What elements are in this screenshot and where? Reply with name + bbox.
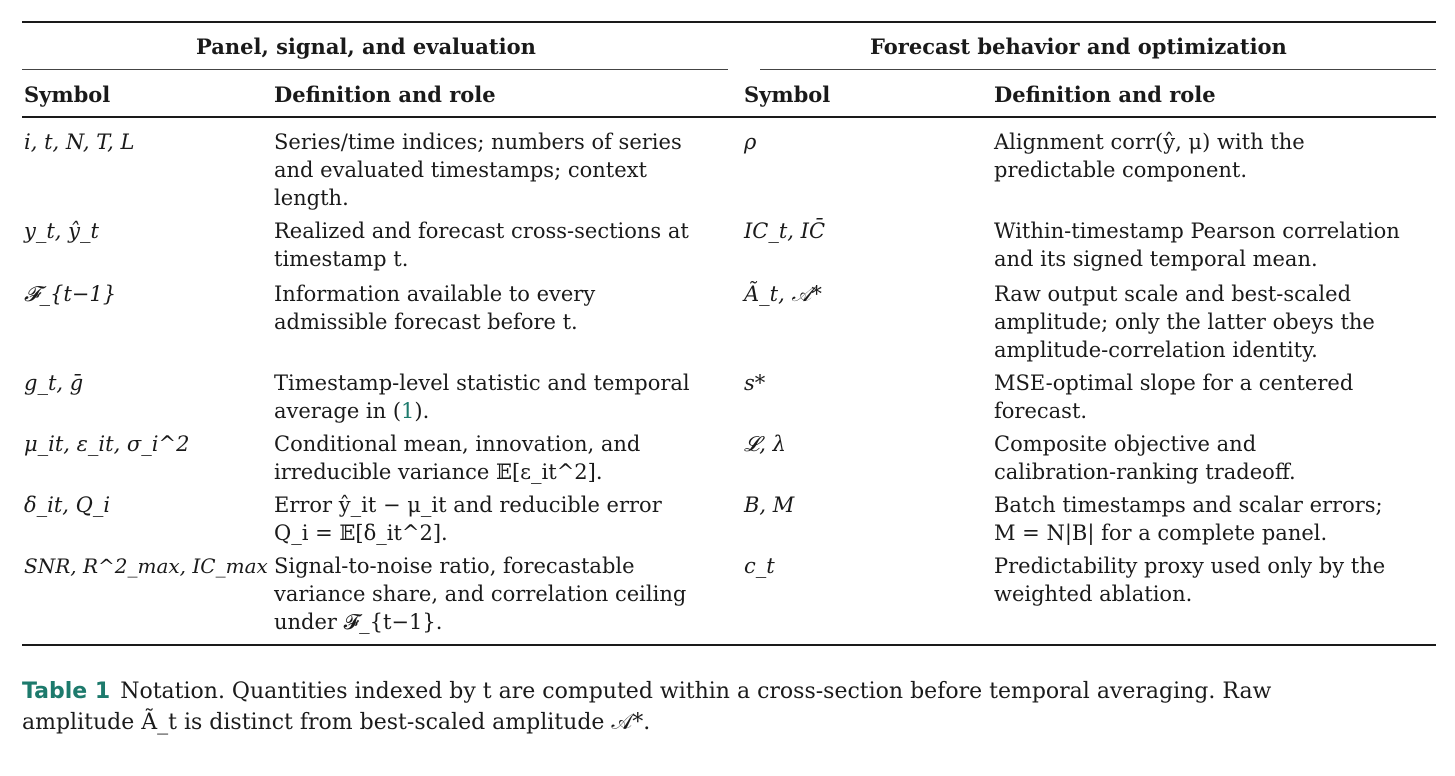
table-row-definition: Within-timestamp Pearson correlation and its signed temporal mean.: [994, 219, 1400, 271]
top-rule: [22, 21, 1436, 23]
table-row-symbol: c_t: [744, 554, 775, 578]
header-rule: [22, 116, 1436, 118]
table-row-symbol: δ_it, Q_i: [24, 493, 111, 517]
column-header-symbol-left: Symbol: [24, 82, 111, 107]
table-row-symbol: μ_it, ε_it, σ_i^2: [24, 432, 190, 456]
group-header-right: Forecast behavior and optimization: [870, 34, 1287, 59]
table-caption: [22, 676, 1436, 738]
table-row-definition: Conditional mean, innovation, and irreducible variance 𝔼[ε_it^2].: [274, 432, 641, 484]
table-row-definition: Batch timestamps and scalar errors; M = N|B| for a complete panel.: [994, 493, 1383, 545]
caption-label: Table 1: [22, 679, 111, 704]
table-row-definition: Timestamp-level statistic and temporal average in (1).: [274, 371, 690, 423]
table-row-definition: MSE-optimal slope for a centered forecast.: [994, 371, 1354, 423]
equation-reference-link[interactable]: 1: [401, 399, 415, 423]
table-row-symbol: ρ: [744, 130, 757, 154]
table-row-symbol: SNR, R^2_max, IC_max: [24, 554, 268, 578]
table-row-symbol: i, t, N, T, L: [24, 130, 135, 154]
table-row-symbol: s*: [744, 371, 766, 395]
table-row-symbol: B, M: [744, 493, 795, 517]
group-header-left: Panel, signal, and evaluation: [196, 34, 536, 59]
caption-text-line: amplitude Ã_t is distinct from best-scaled amplitude 𝒜*.: [22, 710, 651, 735]
table-row-symbol: g_t, ḡ: [24, 371, 84, 395]
bottom-rule: [22, 644, 1436, 646]
citation-line: average in (1).: [274, 399, 430, 423]
table-row-definition: Information available to every admissible forecast before t.: [274, 282, 596, 334]
column-header-symbol-right: Symbol: [744, 82, 831, 107]
caption-text-line: Notation. Quantities indexed by t are computed within a cross-section before temporal averaging. Raw: [120, 679, 1272, 704]
table-row-definition: Raw output scale and best-scaled amplitude; only the latter obeys the amplitude-correlation identity.: [994, 282, 1375, 362]
table-row-symbol: Ã_t, 𝒜*: [744, 282, 822, 306]
right-group-rule: [760, 69, 1436, 70]
table-row-definition: Signal-to-noise ratio, forecastable variance share, and correlation ceiling under 𝓕_{t−1}.: [274, 554, 687, 634]
table-row-definition: Series/time indices; numbers of series and evaluated timestamps; context length.: [274, 130, 682, 210]
table-row-definition: Alignment corr(ŷ, μ) with the predictable component.: [994, 130, 1305, 182]
column-header-definition-left: Definition and role: [274, 82, 496, 107]
table-row-symbol: IC_t, IC̄: [744, 219, 826, 243]
column-header-definition-right: Definition and role: [994, 82, 1216, 107]
left-group-rule: [22, 69, 728, 70]
table-row-definition: Error ŷ_it − μ_it and reducible error Q_i = 𝔼[δ_it^2].: [274, 493, 662, 545]
table-row-symbol: 𝓕_{t−1}: [24, 282, 117, 306]
table-row-symbol: y_t, ŷ_t: [24, 219, 99, 243]
table-row-definition: Realized and forecast cross-sections at timestamp t.: [274, 219, 689, 271]
table-row-definition: Predictability proxy used only by the weighted ablation.: [994, 554, 1386, 606]
table-row-definition: Composite objective and calibration-ranking tradeoff.: [994, 432, 1296, 484]
table-row-symbol: 𝓛, λ: [744, 432, 786, 456]
